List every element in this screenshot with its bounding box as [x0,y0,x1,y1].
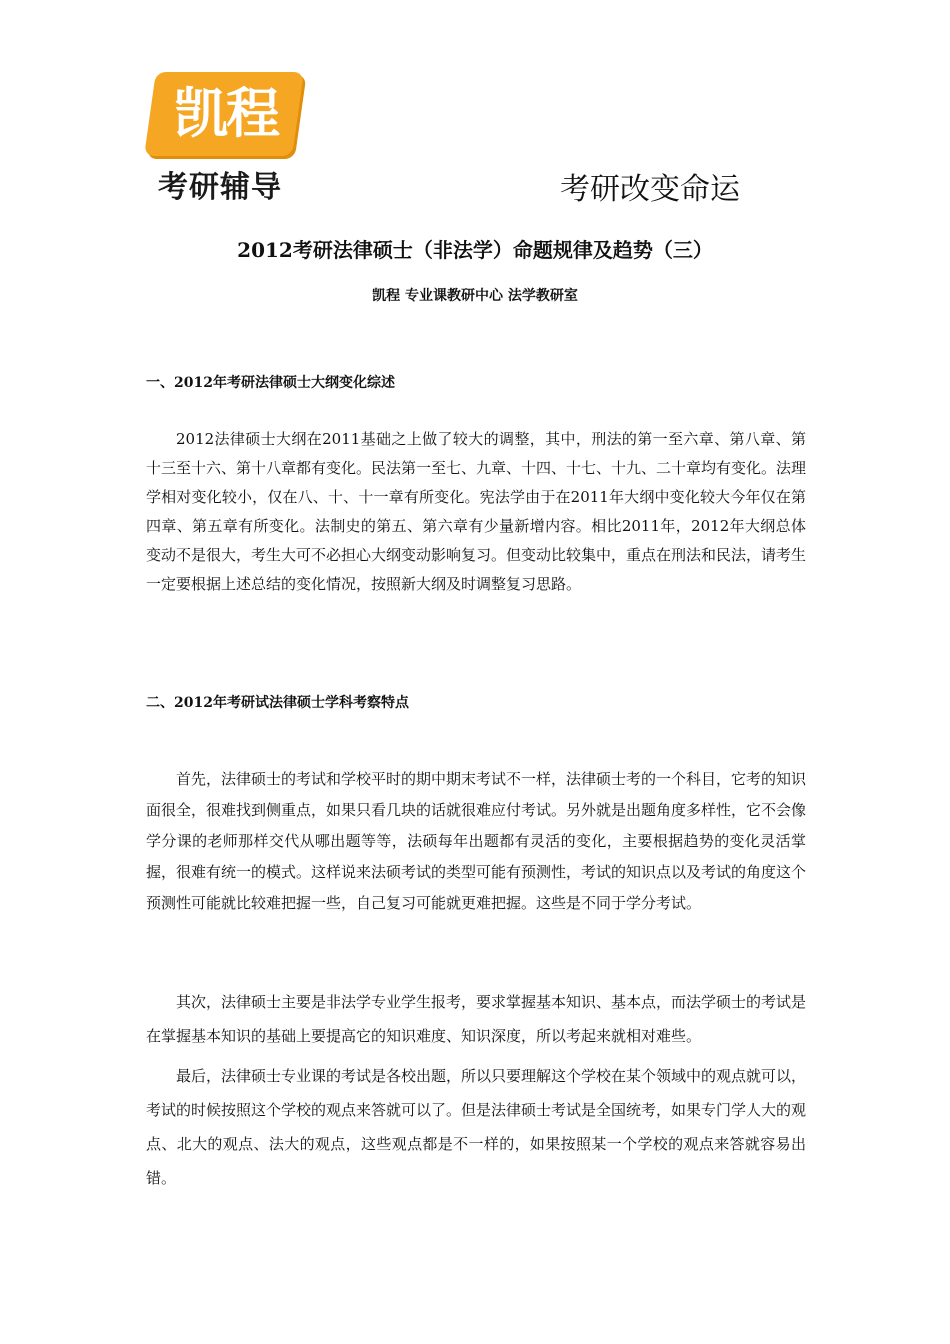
section-1-paragraph-1: 2012法律硕士大纲在2011基础之上做了较大的调整，其中，刑法的第一至六章、第八章、第十三至十六、第十八章都有变化。民法第一至七、九章、十四、十七、十九、二十章均有变化。法理学相对变化较小，仅在八、十、十一章有所变化。宪法学由于在2011年大纲中变化较大今年仅在第四章、第五章有所变化。法制史的第五、第六章有少量新增内容。相比2011年，2012年大纲总体变动不是很大，考生大可不必担心大纲变动影响复习。但变动比较集中，重点在刑法和民法，请考生一定要根据上述总结的变化情况，按照新大纲及时调整复习思路。 [146,430,807,593]
logo-subtitle: 考研辅导 [158,170,282,205]
section-2-paragraph-1: 首先，法律硕士的考试和学校平时的期中期末考试不一样，法律硕士考的一个科目，它考的知识面很全，很难找到侧重点，如果只看几块的话就很难应付考试。另外就是出题角度多样性，它不会像学分课的老师那样交代从哪出题等等，法硕每年出题都有灵活的变化，主要根据趋势的变化灵活掌握，很难有统一的模式。这样说来法硕考试的类型可能有预测性，考试的知识点以及考试的角度这个预测性可能就比较难把握一些，自己复习可能就更难把握。这些是不同于学分考试。 [146,770,807,912]
section-2-paragraph-3: 最后，法律硕士专业课的考试是各校出题，所以只要理解这个学校在某个领域中的观点就可以，考试的时候按照这个学校的观点来答就可以了。但是法律硕士考试是全国统考，如果专门学人大的观点、北大的观点、法大的观点，这些观点都是不一样的，如果按照某一个学校的观点来答就容易出错。 [146,1067,807,1187]
logo-mark-text: 凯程 [174,82,278,145]
section-heading-2: 二、2012年考研试法律硕士学科考察特点 [146,695,409,711]
section-heading-1: 一、2012年考研法律硕士大纲变化综述 [146,375,395,391]
section-2-paragraph-2: 其次，法律硕士主要是非法学专业学生报考，要求掌握基本知识、基本点，而法学硕士的考试是在掌握基本知识的基础上要提高它的知识难度、知识深度，所以考起来就相对难些。 [146,993,807,1045]
kaicheng-logo [150,72,310,205]
header-slogan: 考研改变命运 [560,172,740,207]
page-title: 2012考研法律硕士（非法学）命题规律及趋势（三） [237,238,713,262]
author-line: 凯程 专业课教研中心 法学教研室 [372,288,578,304]
